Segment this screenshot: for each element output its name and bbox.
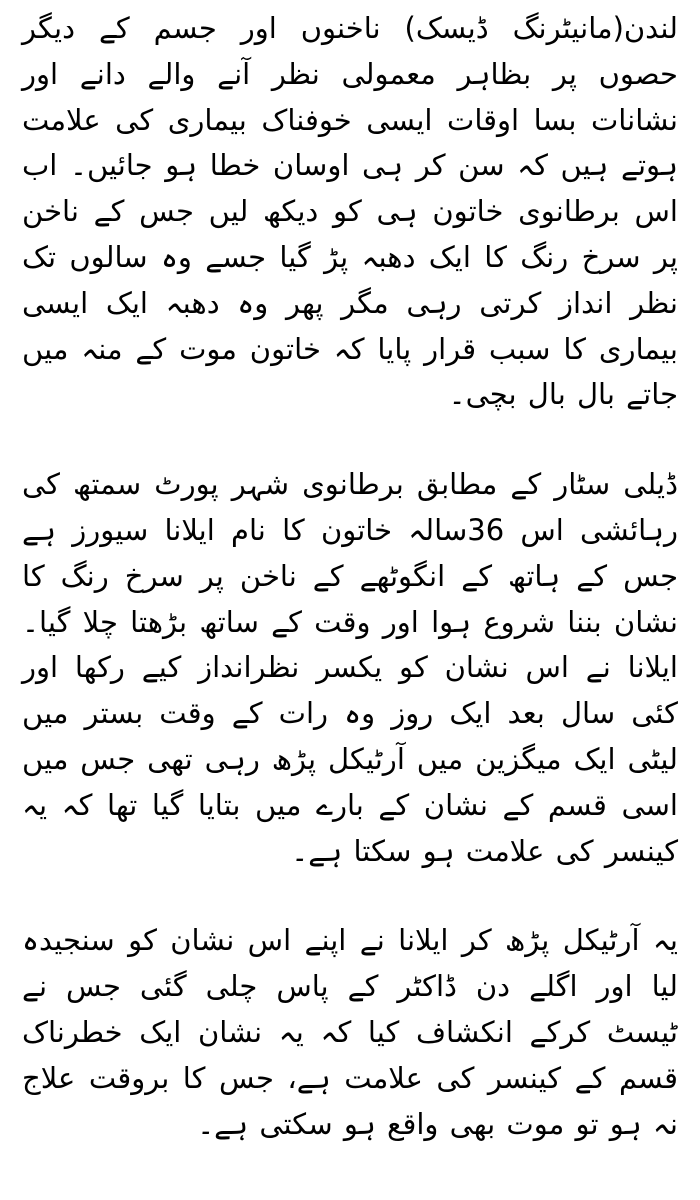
article-body (22, 6, 678, 1194)
article-paragraph-intro: لندن(مانیٹرنگ ڈیسک) ناخنوں اور جسم کے دیگر حصوں پر بظاہر معمولی نظر آنے والے دانے اور نشانات بسا اوقات ایسی خوفناک بیماری کی علامت ہوتے ہیں کہ سن کر ہی اوسان خطا ہو جائیں۔ اب اس برطانوی خاتون ہی کو دیکھ لیں جس کے ناخن پر سرخ رنگ کا ایک دھبہ پڑ گیا جسے وہ سالوں تک نظر انداز کرتی رہی مگر پھر وہ دھبہ ایک ایسی بیماری کا سبب قرار پایا کہ خاتون موت کے منہ میں جاتے بال بال بچی۔ (22, 11, 678, 412)
article-paragraph-background: ڈیلی سٹار کے مطابق برطانوی شہر پورٹ سمتھ کی رہائشی اس 36سالہ خاتون کا نام ایلانا سیورز ہے جس کے ہاتھ کے انگوٹھے کے ناخن پر سرخ رنگ کا نشان بننا شروع ہوا اور وقت کے ساتھ بڑھتا چلا گیا۔ایلانا نے اس نشان کو یکسر نظرانداز کیے رکھا اور کئی سال بعد ایک روز وہ رات کے وقت بستر میں لیٹی ایک میگزین میں آرٹیکل پڑھ رہی تھی جس میں اسی قسم کے نشان کے بارے میں بتایا گیا تھا کہ یہ کینسر کی علامت ہو سکتا ہے۔ (22, 467, 678, 868)
article-paragraph-diagnosis: یہ آرٹیکل پڑھ کر ایلانا نے اپنے اس نشان کو سنجیدہ لیا اور اگلے دن ڈاکٹر کے پاس چلی گئی جس نے ٹیسٹ کرکے انکشاف کیا کہ یہ نشان ایک خطرناک قسم کے کینسر کی علامت ہے، جس کا بروقت علاج نہ ہو تو موت بھی واقع ہو سکتی ہے۔ (22, 923, 678, 1141)
